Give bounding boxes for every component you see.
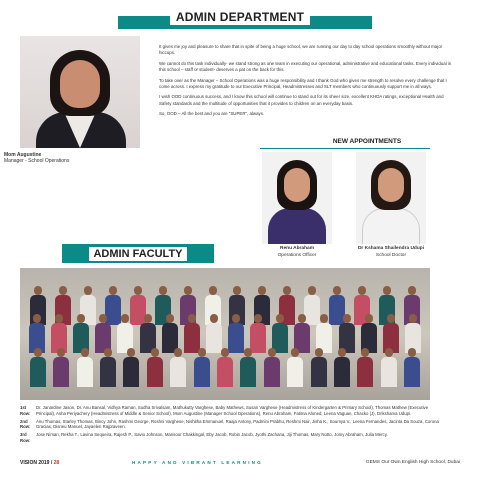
group-photo-person: [116, 314, 134, 352]
person-head: [109, 286, 117, 295]
person-head: [365, 314, 373, 323]
faculty-names: [20, 405, 440, 446]
person-head: [59, 286, 67, 295]
group-photo-person: [122, 348, 140, 386]
appointee-photo: [356, 152, 426, 244]
group-photo-person: [404, 314, 422, 352]
person-body: [147, 357, 163, 387]
footer-school: GEMS Our Own English High School, Dubai: [365, 460, 460, 465]
faculty-row-names: Anu Thomas, Starley Thomas, Bincy John, Rashmi George, Roshni Varghese, Nishitha Emmanuel, Raaja Antony, Padmini Prabhu, Reshmi Nair, Jisha K., Soumya V., Leena Fernandes, Jacinta Da Souza, Corona Gracias, Disneu Manuel, Jayaelen Rajpraveen.: [36, 418, 439, 430]
portrait-face: [60, 60, 100, 108]
message-paragraph: So, OOD – All the best and you are "SUPER", always.: [159, 111, 265, 117]
manager-message: [159, 44, 457, 122]
person-head: [358, 286, 366, 295]
appointee-face: [378, 168, 404, 202]
person-head: [221, 348, 229, 357]
person-head: [387, 314, 395, 323]
group-photo-person: [403, 348, 421, 386]
faculty-row-label: 3rd Row:: [20, 432, 31, 443]
appointee-name: Renu Abraham: [280, 246, 314, 251]
person-head: [57, 348, 65, 357]
group-photo-person: [169, 348, 187, 386]
faculty-row: [20, 405, 440, 417]
person-body: [170, 357, 186, 387]
group-photo-person: [380, 348, 398, 386]
person-body: [123, 357, 139, 387]
person-head: [166, 314, 174, 323]
group-photo-person: [76, 348, 94, 386]
group-photo-person: [29, 348, 47, 386]
group-photo-person: [50, 314, 68, 352]
person-body: [311, 357, 327, 387]
person-body: [30, 357, 46, 387]
group-photo-person: [161, 314, 179, 352]
manager-caption: [4, 152, 124, 164]
group-photo-person: [310, 348, 328, 386]
person-head: [104, 348, 112, 357]
person-body: [287, 357, 303, 387]
group-photo-person: [99, 348, 117, 386]
person-body: [217, 357, 233, 387]
message-paragraph: To take over as the Manager – School Operations was a huge responsibility and I thank God who gives me strength to resolve every challenge that I come across. I express my gratitude to our Executive Principal, Headmistresses and SLT members who continuously support me in all ways.: [159, 77, 447, 89]
group-photo-person: [94, 314, 112, 352]
page-title: ADMIN DEPARTMENT: [0, 10, 480, 24]
person-head: [343, 314, 351, 323]
person-head: [408, 286, 416, 295]
person-head: [308, 286, 316, 295]
person-body: [240, 357, 256, 387]
photo-row-middle: [20, 314, 430, 352]
group-photo-person: [193, 348, 211, 386]
person-head: [198, 348, 206, 357]
faculty-row-names: Dr. Janardine Jason, Dr. Anu Bansal, Vidhya Raman, Sudha Srivalsam, Mathukutty Varghese, Baby Mathews, Susan Varghese (Headmistress of Kindergarten & Primary School), Thomas Mathew (Executive Principal), Asha Periyachery (Headmistress of Middle & Senior School), Mom Augustine (Manager School Operations), Renu Abraham, Fatima Ahmed, Leena Vaguan, Chacko (J), Drikshama Udupi.: [36, 405, 429, 416]
group-photo-person: [356, 348, 374, 386]
group-photo-person: [315, 314, 333, 352]
faculty-title: ADMIN FACULTY: [62, 248, 214, 260]
person-head: [144, 314, 152, 323]
appointee-caption: [346, 246, 436, 259]
group-photo-person: [239, 348, 257, 386]
person-body: [100, 357, 116, 387]
person-head: [291, 348, 299, 357]
faculty-row-label: 2nd Row:: [20, 418, 31, 430]
faculty-row: [20, 419, 440, 431]
footer-tagline: HAPPY AND VIBRANT LEARNING: [132, 460, 263, 465]
group-photo-person: [146, 348, 164, 386]
appointee-role: Operations Officer: [277, 252, 317, 258]
footer-publication: VISION 2019 / 28: [20, 460, 60, 466]
person-head: [99, 314, 107, 323]
appointee-role: School Doctor: [375, 252, 407, 258]
person-body: [194, 357, 210, 387]
group-photo-person: [333, 348, 351, 386]
person-head: [159, 286, 167, 295]
group-photo-person: [205, 314, 223, 352]
group-photo-person: [249, 314, 267, 352]
person-head: [77, 314, 85, 323]
person-head: [298, 314, 306, 323]
person-head: [385, 348, 393, 357]
group-photo-person: [52, 348, 70, 386]
person-head: [254, 314, 262, 323]
group-photo-person: [216, 348, 234, 386]
appointee-body: [268, 208, 326, 244]
appointee-body: [362, 208, 420, 244]
person-head: [320, 314, 328, 323]
faculty-row: [20, 432, 440, 444]
person-body: [381, 357, 397, 387]
person-head: [55, 314, 63, 323]
group-photo-person: [271, 314, 289, 352]
person-head: [184, 286, 192, 295]
person-head: [34, 348, 42, 357]
appointee-photo: [262, 152, 332, 244]
manager-role: Manager - School Operations: [4, 158, 70, 164]
person-body: [404, 357, 420, 387]
group-photo-person: [360, 314, 378, 352]
person-head: [338, 348, 346, 357]
message-paragraph: We cannot do this task individually- we stand strong as one team in executing our operational, administrative and educational tasks. Every individual in this school – staff or student- deserves a pat on the back for this.: [159, 60, 452, 73]
person-head: [188, 314, 196, 323]
message-paragraph: It gives me joy and pleasure to share that in spite of being a huge school, we are running our day to day school operations smoothly without major hiccups.: [159, 44, 443, 56]
appointee-face: [284, 168, 310, 202]
person-head: [134, 286, 142, 295]
person-head: [315, 348, 323, 357]
person-head: [244, 348, 252, 357]
manager-portrait: [20, 36, 140, 148]
photo-row-front: [20, 348, 430, 386]
person-head: [84, 286, 92, 295]
person-body: [77, 357, 93, 387]
group-photo-person: [28, 314, 46, 352]
appointee-name: Dr Kshama Shailendra Udupi: [357, 246, 425, 251]
group-photo-person: [263, 348, 281, 386]
page-footer: [20, 460, 460, 470]
person-body: [334, 357, 350, 387]
person-head: [232, 314, 240, 323]
message-paragraph: I wish OOD continuous success, and I know this school will continue to stand out for its sheer size, excellent KHDA ratings, exceptional Health and Safety standards and the multitude of opportunities that it provides to children on an everyday basis.: [159, 94, 444, 106]
page-number: 28: [53, 460, 60, 466]
person-head: [233, 286, 241, 295]
person-head: [121, 314, 129, 323]
person-head: [209, 286, 217, 295]
faculty-group-photo: [20, 268, 430, 400]
person-head: [276, 314, 284, 323]
person-head: [151, 348, 159, 357]
person-head: [361, 348, 369, 357]
faculty-row-names: Jose Niman, Rekha T., Lavina Sequeira, Rajesh P., Savio Johnson, Mansoor Chakkingal, Eby Jacob, Robin Jacob, Jyothi Zachana, Jiji Thomas, Mary Notto, Jomy Abraham, Julia Mercy.: [36, 432, 388, 438]
person-head: [268, 348, 276, 357]
person-head: [333, 286, 341, 295]
person-head: [283, 286, 291, 295]
group-photo-person: [382, 314, 400, 352]
group-photo-person: [293, 314, 311, 352]
manager-name: Mom Augustine: [4, 152, 42, 158]
person-head: [383, 286, 391, 295]
group-photo-person: [139, 314, 157, 352]
new-appointments-divider: [260, 148, 430, 149]
group-photo-person: [227, 314, 245, 352]
person-head: [33, 314, 41, 323]
person-head: [258, 286, 266, 295]
person-head: [127, 348, 135, 357]
person-head: [408, 348, 416, 357]
group-photo-person: [338, 314, 356, 352]
person-head: [34, 286, 42, 295]
person-head: [409, 314, 417, 323]
appointee-caption: [252, 246, 342, 259]
group-photo-person: [183, 314, 201, 352]
person-body: [264, 357, 280, 387]
faculty-row-label: 1st Row:: [20, 405, 31, 416]
person-head: [174, 348, 182, 357]
person-body: [357, 357, 373, 387]
new-appointments-title: NEW APPOINTMENTS: [332, 138, 402, 145]
person-head: [81, 348, 89, 357]
person-body: [53, 357, 69, 387]
person-head: [210, 314, 218, 323]
group-photo-person: [286, 348, 304, 386]
group-photo-person: [72, 314, 90, 352]
